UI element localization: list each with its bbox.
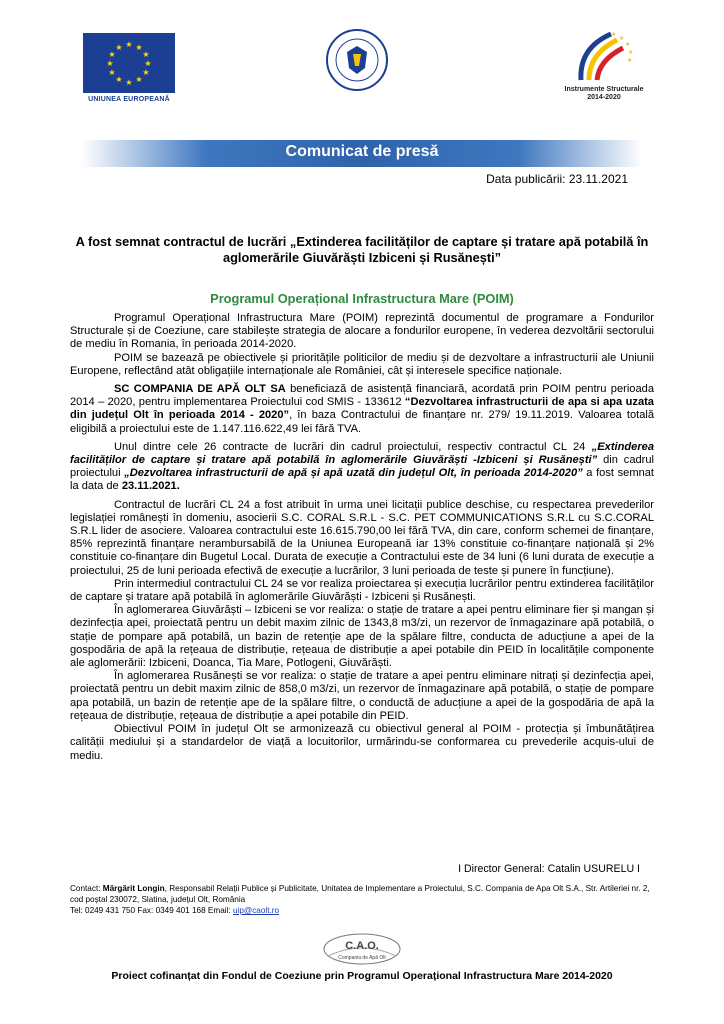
svg-text:★: ★ <box>106 59 114 68</box>
svg-text:★: ★ <box>628 49 634 56</box>
contract-project-name: „Dezvoltarea infrastructurii de apă și apă uzată din județul Olt, în perioada 2014-2020” <box>124 467 583 480</box>
beneficiary-name: SC COMPANIA DE APĂ OLT SA <box>114 383 286 396</box>
svg-text:★: ★ <box>135 75 143 84</box>
is-label-line2: 2014-2020 <box>587 94 621 101</box>
svg-text:★: ★ <box>611 31 617 38</box>
paragraph-poim-objectives: POIM se bazează pe obiectivele și prioritățile politicilor de mediu și de dezvoltare a infrastructurii ale Uniunii Europene, reflectând atât obligațiile internaționale ale României, cât și interesele specifice naționale. <box>70 351 654 377</box>
svg-text:★: ★ <box>625 41 631 48</box>
paragraph-objective: Obiectivul POIM în județul Olt se armonizează cu obiectivul general al POIM - protecția și îmbunătățirea calității mediului și a standardelor de viață a locuitorilor, urmărindu-se conformarea cu prevederile acquis-ului de mediu. <box>70 723 654 762</box>
cao-logo <box>322 932 402 966</box>
signing-date: 23.11.2021. <box>121 480 180 493</box>
contract-name: „Extinderea facilităților de captare și tratare apă potabilă în aglomerările Giuvărăști -Izbiceni și Rusănești” <box>70 440 654 467</box>
paragraph-contract-award: Contractul de lucrări CL 24 a fost atribuit în urma unei licitații publice deschise, cu respectarea prevederilor legislației românești în domeniu, asocierii S.C. CORAL S.R.L - S.C. PET COMMUNICATIONS S.R.L cu S.C.CORAL S.R.L lider de asociere. Valoarea contractului este 16.615.790,00 lei fără TVA, din care, conform schemei de finanțare, 85% reprezintă finanțare nerambursabilă de la Uniunea Europeană iar 13% constituie co-finanțare națională și 2% constituie co-finanțare din Bugetul Local. Durata de execuție a Contractului este de 34 luni (6 luni durata de execuție a proiectului, 25 de luni perioada efectivă de execuție a lucrărilor, 3 luni perioada de teste și punere în funcțiune). <box>70 498 654 577</box>
paragraph-rusanesti: În aglomerarea Rusănești se vor realiza: o stație de tratare a apei pentru eliminare nitrați și dezinfecția apei, proiectată pentru un debit maxim zilnic de 858,0 m3/zi, un rezervor de înmagazinare apă potabilă, o stație de pompare apa potabilă, un bazin de retenție ape de la spălare filtre, o conductă de aducțiune a apei de la gospodăria de apă la rețeaua de distribuție, rețeaua de distribuție a apei potabile din PEID. <box>70 670 654 722</box>
svg-text:★: ★ <box>142 68 150 77</box>
government-seal-logo <box>325 28 389 92</box>
is-label-line1: Instrumente Structurale <box>564 86 644 93</box>
contract-text-b: din cadrul proiectului <box>70 454 654 480</box>
svg-text:★: ★ <box>108 68 116 77</box>
banner-title: Comunicat de presă <box>285 143 439 160</box>
program-subtitle: Programul Operațional Infrastructura Mare (POIM) <box>210 291 514 306</box>
logo-header <box>0 28 724 128</box>
paragraph-beneficiary <box>70 383 654 436</box>
press-release-banner <box>82 140 642 167</box>
contact-email-link[interactable]: uip@caolt.ro <box>232 906 280 915</box>
document-title: A fost semnat contractul de lucrări „Extinderea facilităților de captare și tratare apă potabilă în aglomerările Giuvărăști Izbiceni și Rusănești” <box>75 234 649 265</box>
svg-text:★: ★ <box>125 40 133 49</box>
structural-instruments-logo <box>571 28 635 84</box>
structural-instruments-label <box>548 86 660 102</box>
cao-logo-small: Compania de Apă Olt <box>338 955 386 961</box>
beneficiary-text-a: beneficiază de asistență financiară, acordată prin POIM pentru perioada 2014 – 2020, pentru implementarea Proiectului cod SMIS - 133612 <box>70 383 654 409</box>
svg-text:★: ★ <box>144 59 152 68</box>
svg-text:★: ★ <box>125 78 133 87</box>
contact-block <box>70 883 654 916</box>
svg-text:★: ★ <box>142 50 150 59</box>
contact-phone-fax: Tel: 0249 431 750 Fax: 0349 401 168 Email: <box>70 906 233 915</box>
eu-label: UNIUNEA EUROPEANĂ <box>88 96 170 103</box>
svg-text:★: ★ <box>619 35 625 42</box>
signature-line: I Director General: Catalin USURELU I <box>458 863 640 875</box>
svg-text:★: ★ <box>135 43 143 52</box>
contact-name: Mărgărit Longin <box>102 884 165 893</box>
svg-text:★: ★ <box>115 43 123 52</box>
svg-text:★: ★ <box>627 57 633 64</box>
beneficiary-text-b: , în baza Contractului de finanțare nr. 279/ 19.11.2019. Valoarea totală eligibilă a proiectului este de 1.147.116.622,49 lei fără TVA. <box>70 409 654 435</box>
cao-logo-big: C.A.O. <box>345 940 379 952</box>
paragraph-giuvarasti: În aglomerarea Giuvărăști – Izbiceni se vor realiza: o stație de tratare a apei pentru eliminare fier și mangan și dezinfecția apei, proiectată pentru un debit maxim zilnic de 1343,8 m3/zi, un rezervor de înmagazinare apă potabilă, o stație de pompare apă potabilă, un bazin de retenție ape de la spălare filtre, conducta de aducțiune a apei de la gospodăria de apă la rețeaua de distribuție, rețeaua de distribuție a apei potabile din PEID în localitățile componente ale aglomerării: Izbiceni, Doanca, Tia Mare, Potlogeni, Giuvărăști. <box>70 604 654 670</box>
project-name: “Dezvoltarea infrastructurii de apa si apa uzata din județul Olt în perioada 2014 - 2020” <box>70 396 654 422</box>
cofinancing-footer: Proiect cofinanțat din Fondul de Coeziune prin Programul Operațional Infrastructura Mare 2014-2020 <box>111 970 613 982</box>
eu-flag-logo <box>83 33 175 93</box>
contract-text-c: a fost semnat la data de <box>70 467 654 493</box>
contact-details: , Responsabil Relații Publice și Publicitate, Unitatea de Implementare a Proiectului, S.C. Compania de Apa Olt S.A., Str. Artileriei nr. 2, cod poștal 230072, Slatina, județul Olt, România <box>70 884 650 904</box>
document-body <box>70 312 654 763</box>
contact-label: Contact: <box>70 884 103 893</box>
paragraph-contract-scope: Prin intermediul contractului CL 24 se vor realiza proiectarea și execuția lucrărilor pentru extinderea facilităților de captare și tratare apă potabilă în aglomerările Giuvărăști - Izbiceni și Rusănești. <box>70 577 654 604</box>
paragraph-poim-intro: Programul Operațional Infrastructura Mare (POIM) reprezintă documentul de programare a Fondurilor Structurale și de Coeziune, care stabilește strategia de alocare a fondurilor europene, în vederea dezvoltării sectorului de mediu în Romania, în perioada 2014-2020. <box>70 312 654 351</box>
paragraph-contract-signed <box>70 441 654 494</box>
svg-text:★: ★ <box>108 50 116 59</box>
publication-date: Data publicării: 23.11.2021 <box>486 172 628 186</box>
contract-text-a: Unul dintre cele 26 contracte de lucrări din cadrul proiectului, respectiv contractul CL 24 <box>114 440 592 453</box>
svg-text:★: ★ <box>115 75 123 84</box>
